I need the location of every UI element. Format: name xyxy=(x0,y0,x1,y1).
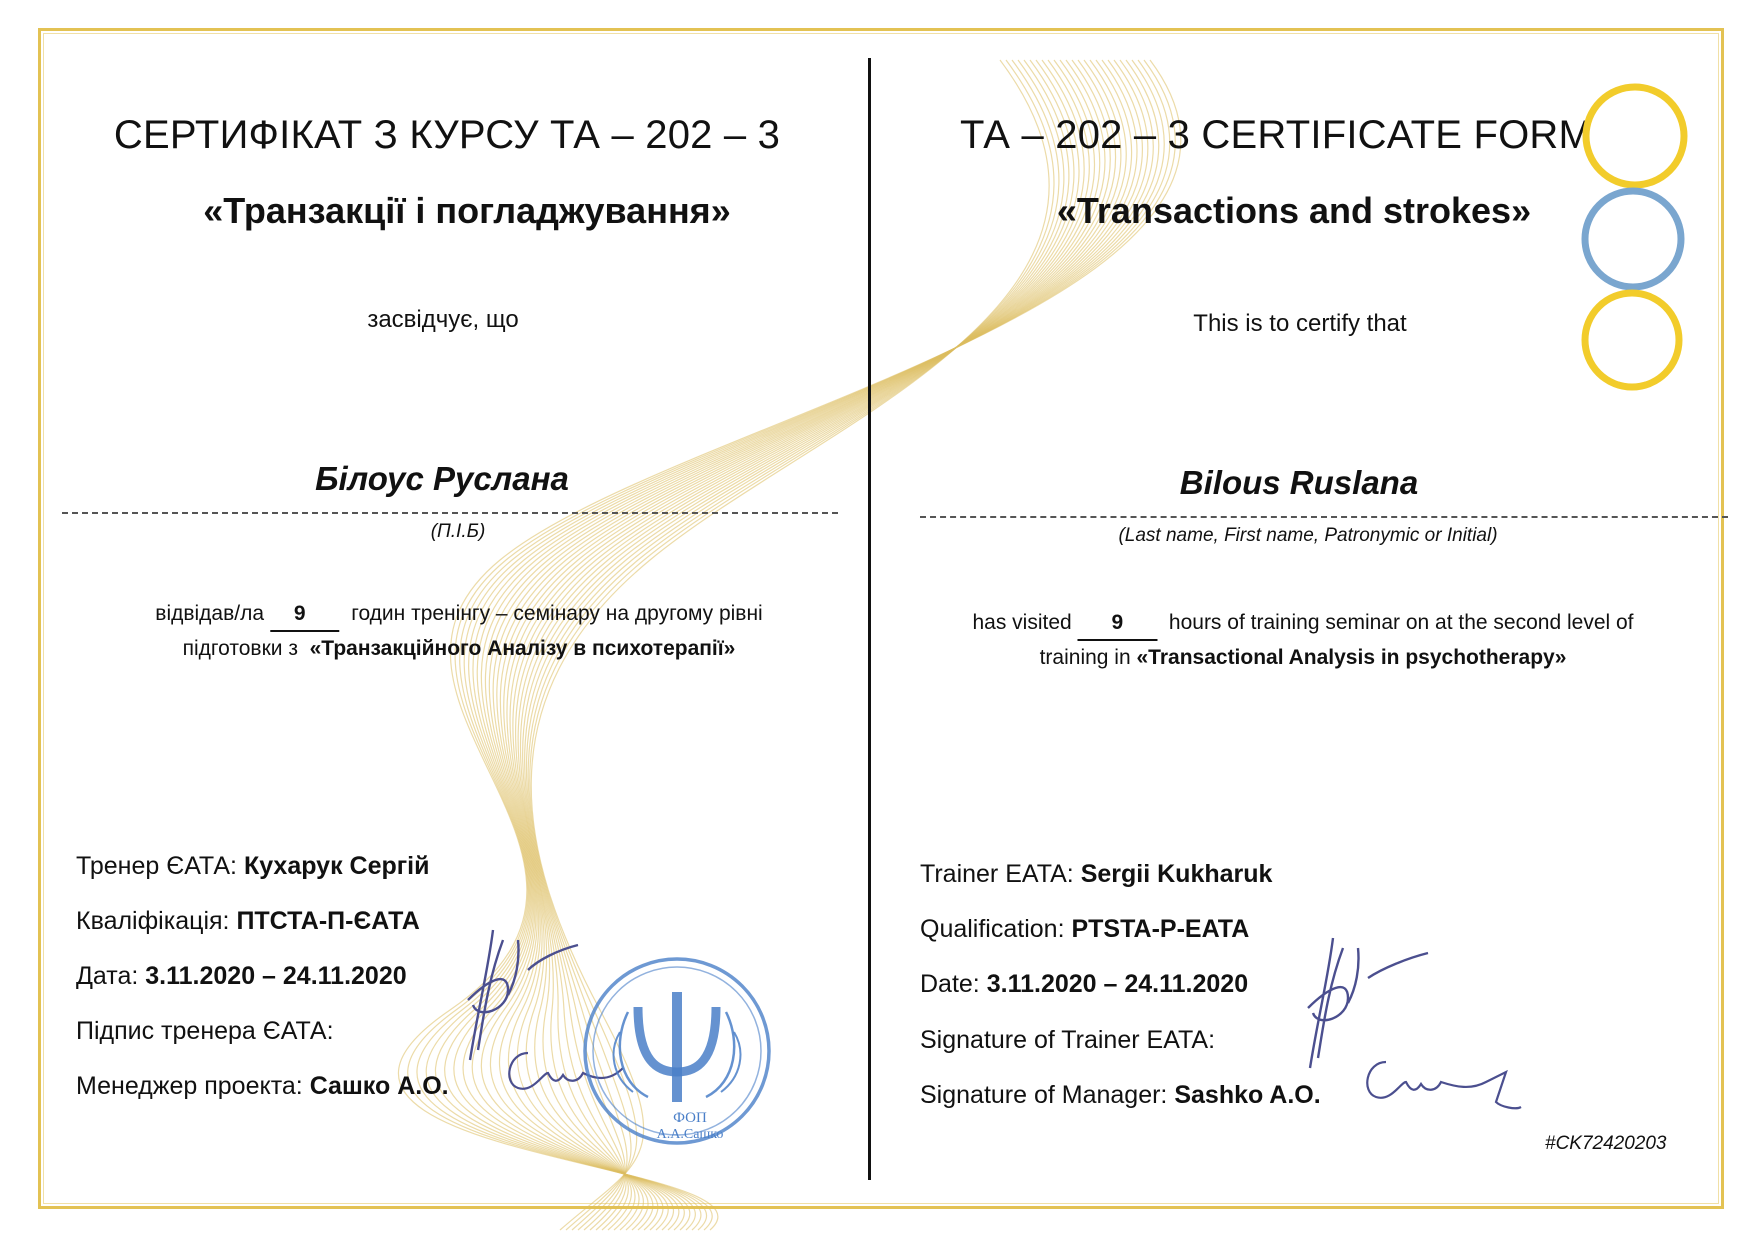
left-date-label: Дата: xyxy=(76,962,139,990)
stamp-line2: А.А.Сашко xyxy=(656,1127,724,1142)
left-title: СЕРТИФІКАТ З КУРСУ ТА – 202 – 3 xyxy=(113,113,781,157)
left-signature-label: Підпис тренера ЄАТА: xyxy=(76,1017,334,1045)
company-stamp xyxy=(578,952,776,1150)
right-trainer-row xyxy=(920,860,1272,889)
left-visited-prefix: відвідав/ла xyxy=(155,602,265,625)
right-recipient-name: Bilous Ruslana xyxy=(1179,464,1419,501)
right-qualification-label: Qualification: xyxy=(920,915,1065,943)
right-trainer-value: Sergii Kukharuk xyxy=(1080,860,1273,888)
right-trainer-label: Trainer EATA: xyxy=(920,860,1074,888)
right-manager-row xyxy=(920,1081,1321,1110)
left-date-row xyxy=(76,962,407,991)
left-qualification-row xyxy=(76,907,420,936)
left-training-program: «Транзакційного Аналізу в психотерапії» xyxy=(309,637,736,660)
left-name-line xyxy=(62,512,838,514)
left-recipient-name: Білоус Руслана xyxy=(315,460,569,497)
right-date-value: 3.11.2020 – 24.11.2020 xyxy=(986,970,1249,998)
right-certify-text: This is to certify that xyxy=(1193,310,1407,337)
right-name-line xyxy=(920,516,1728,518)
rings-logo-icon xyxy=(1575,78,1695,398)
right-hours-value: 9 xyxy=(1078,606,1158,641)
left-manager-row xyxy=(76,1072,449,1101)
psi-symbol-icon xyxy=(614,992,741,1102)
right-signature-label: Signature of Trainer EATA: xyxy=(920,1026,1216,1054)
right-training-prefix: training in xyxy=(1039,646,1131,669)
left-trainer-value: Кухарук Сергій xyxy=(243,852,430,880)
left-certify-text: засвідчує, що xyxy=(367,306,519,333)
right-visited-suffix: hours of training seminar on at the second level of xyxy=(1168,611,1634,634)
center-divider xyxy=(868,58,871,1180)
right-manager-label: Signature of Manager: xyxy=(920,1081,1168,1109)
right-qualification-row xyxy=(920,915,1249,944)
right-subtitle: «Transactions and strokes» xyxy=(1056,190,1532,231)
left-attendance-text xyxy=(155,597,762,665)
left-qualification-value: ПТСТА-П-ЄАТА xyxy=(236,907,420,935)
right-name-hint: (Last name, First name, Patronymic or Initial) xyxy=(1118,525,1498,546)
left-trainer-row xyxy=(76,852,430,881)
left-visited-suffix: годин тренінгу – семінару на другому рівні xyxy=(351,602,763,625)
right-visited-prefix: has visited xyxy=(972,611,1072,634)
right-title: ТА – 202 – 3 CERTIFICATE FORM xyxy=(959,113,1593,157)
left-manager-label: Менеджер проекта: xyxy=(76,1072,303,1100)
left-name-hint: (П.І.Б) xyxy=(430,521,486,542)
left-trainer-label: Тренер ЄАТА: xyxy=(76,852,237,880)
right-manager-signature xyxy=(1356,1052,1526,1122)
left-training-prefix: підготовки з xyxy=(182,637,298,660)
right-date-label: Date: xyxy=(920,970,980,998)
certificate-serial: #CK72420203 xyxy=(1545,1133,1667,1154)
left-qualification-label: Кваліфікація: xyxy=(76,907,230,935)
left-subtitle: «Транзакції і погладжування» xyxy=(203,190,731,231)
left-date-value: 3.11.2020 – 24.11.2020 xyxy=(145,962,407,990)
left-manager-value: Сашко А.О. xyxy=(309,1072,449,1100)
right-training-program: «Transactional Analysis in psychotherapy» xyxy=(1136,646,1567,669)
stamp-line1: ФОП xyxy=(673,1110,707,1126)
left-hours-value: 9 xyxy=(270,597,340,632)
right-date-row xyxy=(920,970,1248,999)
right-manager-value: Sashko A.O. xyxy=(1174,1081,1321,1109)
right-attendance-text xyxy=(972,606,1633,674)
right-qualification-value: PTSTA-P-EATA xyxy=(1071,915,1250,943)
